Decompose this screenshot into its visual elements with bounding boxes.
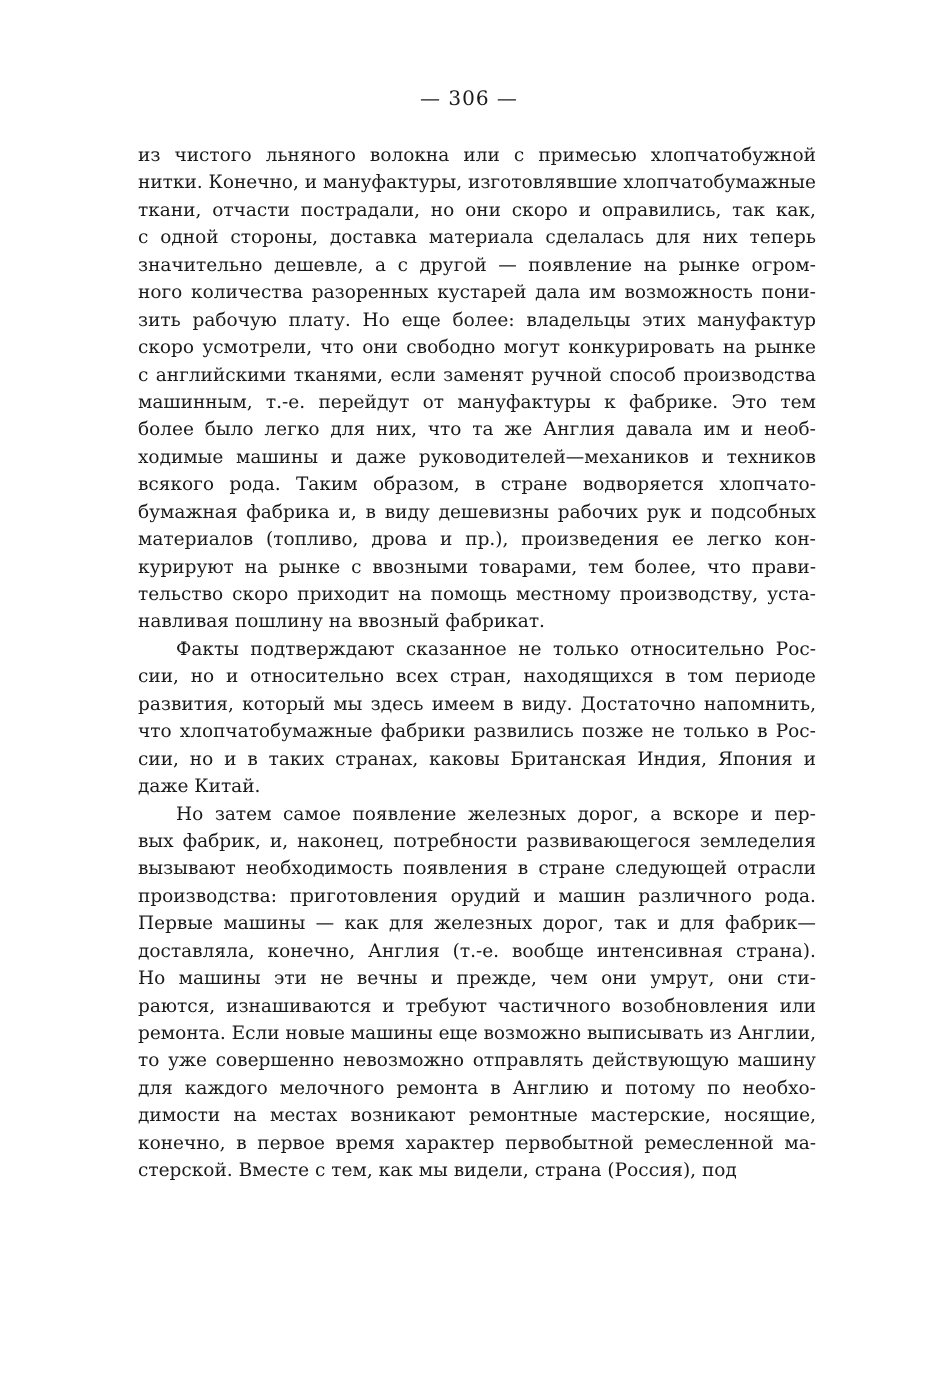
- text-line: доставляла, конечно, Англия (т.-е. вообще интенсивная страна).: [138, 940, 816, 962]
- text-line: Первые машины — как для железных дорог, так и для фабрик—: [138, 913, 816, 935]
- paragraph: [138, 636, 816, 801]
- body-text: [138, 142, 816, 1185]
- text-line: с одной стороны, доставка материала сделалась для них теперь: [138, 227, 816, 249]
- text-line: с английскими тканями, если заменят ручной способ производства: [138, 364, 816, 386]
- text-line: навливая пошлину на ввозный фабрикат.: [138, 611, 545, 633]
- text-line: конечно, в первое время характер первобытной ремесленной ма-: [138, 1132, 816, 1154]
- text-line: ходимые машины и даже руководителей—механиков и техников: [138, 446, 816, 468]
- paragraph: [138, 801, 816, 1185]
- text-line: то уже совершенно невозможно отправлять действующую машину: [138, 1050, 816, 1072]
- text-line: сии, но и в таких странах, каковы Британская Индия, Япония и: [138, 748, 816, 770]
- text-line: Но машины эти не вечны и прежде, чем они умрут, они сти-: [138, 968, 816, 990]
- text-line: материалов (топливо, дрова и пр.), произведения ее легко кон-: [138, 529, 816, 551]
- text-line: развития, который мы здесь имеем в виду. Достаточно напомнить,: [138, 693, 816, 715]
- text-line: курируют на рынке с ввозными товарами, тем более, что прави-: [138, 556, 816, 578]
- text-line: Но затем самое появление железных дорог, а вскоре и пер-: [176, 803, 816, 825]
- text-line: скоро усмотрели, что они свободно могут конкурировать на рынке: [138, 337, 816, 359]
- text-line: сии, но и относительно всех стран, находящихся в том периоде: [138, 666, 816, 688]
- text-line: бумажная фабрика и, в виду дешевизны рабочих рук и подсобных: [138, 501, 816, 523]
- text-line: стерской. Вместе с тем, как мы видели, страна (Россия), под: [138, 1160, 737, 1182]
- text-line: даже Китай.: [138, 776, 261, 798]
- text-line: димости на местах возникают ремонтные мастерские, носящие,: [138, 1105, 816, 1127]
- text-line: ткани, отчасти пострадали, но они скоро и оправились, так как,: [138, 199, 816, 221]
- text-line: ремонта. Если новые машины еще возможно выписывать из Англии,: [138, 1023, 816, 1044]
- text-line: машинным, т.-е. перейдут от мануфактуры к фабрике. Это тем: [138, 391, 816, 413]
- text-line: вызывают необходимость появления в стране следующей отрасли: [138, 858, 816, 880]
- text-line: что хлопчатобумажные фабрики развились позже не только в Рос-: [138, 721, 816, 743]
- text-line: Факты подтверждают сказанное не только относительно Рос-: [176, 638, 816, 660]
- text-line: значительно дешевле, а с другой — появление на рынке огром-: [138, 254, 816, 276]
- page-number: — 306 —: [420, 86, 518, 110]
- text-line: более было легко для них, что та же Англия давала им и необ-: [138, 419, 816, 441]
- text-line: производства: приготовления орудий и машин различного рода.: [138, 885, 816, 907]
- text-line: для каждого мелочного ремонта в Англию и потому по необхо-: [138, 1077, 816, 1099]
- text-line: всякого рода. Таким образом, в стране водворяется хлопчато-: [138, 474, 816, 496]
- paragraph: [138, 142, 816, 636]
- text-line: нитки. Конечно, и мануфактуры, изготовлявшие хлопчатобумажные: [138, 172, 816, 194]
- text-line: из чистого льняного волокна или с примесью хлопчатобужной: [138, 145, 816, 166]
- text-line: ного количества разоренных кустарей дала им возможность пони-: [138, 282, 816, 304]
- text-line: вых фабрик, и, наконец, потребности развивающегося земледелия: [138, 830, 816, 852]
- text-line: зить рабочую плату. Но еще более: владельцы этих мануфактур: [138, 309, 816, 331]
- text-line: раются, изнашиваются и требуют частичного возобновления или: [138, 995, 816, 1017]
- text-line: тельство скоро приходит на помощь местному производству, уста-: [138, 584, 816, 605]
